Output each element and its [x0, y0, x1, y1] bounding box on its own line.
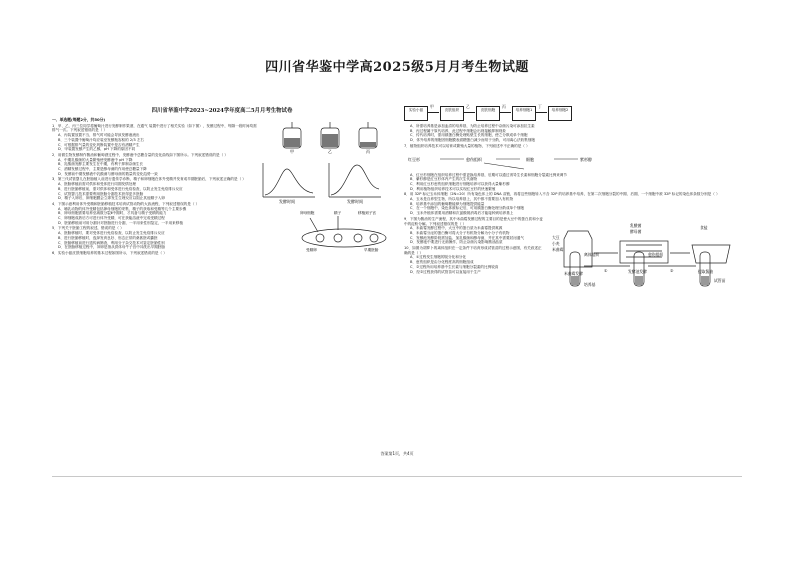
option: A．丙装置放置不当，排气时可能会导致发酵液流出	[58, 133, 140, 138]
option: D．发酵前中期发酵液中乳酸菌与酵母菌的数量的变化趋势一致	[58, 171, 158, 176]
fig2-axis-left: 发酵时间	[279, 198, 295, 204]
section-heading: 一、单选题(每题2分，共50分)	[52, 117, 106, 122]
question-stem: 6．实验小鼠皮肤细胞培养的基本过程如图所示，下列叙述错误的是（ ）	[52, 250, 167, 255]
flow-step-c: 丙	[502, 104, 506, 109]
question-stem: 8．用 32P 标记玉米体细胞（2N=20）所有染色体上的 DNA 双链，再将这些细胞转入不含 32P 的培养基中培养，在第二次细胞分裂的中期、后期，一个细胞中被 32P 标记的染色体条数分别是（ ）	[404, 192, 720, 197]
fig9-salt: 食盐	[700, 224, 708, 230]
fig9-extract: 提取酱油	[698, 268, 714, 274]
option: A．胚胎移植时，要对受体进行免疫检查，以防止发生免疫排斥反应	[58, 231, 165, 236]
option: D．胚胎移植前可用分割针对胚胎进行分割，一半用来性别鉴定，一半用来移植	[58, 220, 183, 225]
flow-box-mouse: 实验小鼠	[404, 106, 428, 121]
question-stem: 4．下图示意利用体外受精和胚胎移植技术培育试管动物的大致流程，下列叙述错误的是（ ）	[52, 201, 200, 206]
option: A．胚胎移植前需对供体和受体进行同期发情处理	[58, 182, 136, 187]
option: A．米曲霉发酵过程中，大豆中的蛋白质为米曲霉提供氮源	[410, 226, 503, 231]
fig9-wheat: 小麦	[552, 240, 560, 246]
option: D．发酵池中要进行无菌操作，防止杂菌污染影响酱油品质	[410, 240, 503, 245]
exam-subtitle: 四川省华鉴中学2023~2024学年度高二5月月考生物试卷	[151, 108, 293, 114]
option: D．在胚胎移植过程中，冲卵是指从供体母牛子宫中冲洗出早期胚胎	[58, 245, 165, 250]
question-10	[404, 246, 742, 288]
flow-box-skin: 皮肤组织	[440, 106, 464, 121]
option: D．玉米外植体需要用酒精和次氯酸钠消毒后才能接种到培养基上	[410, 211, 514, 216]
option: C．在一个细胞中，染色体被标记后，可用胰蛋白酶处理分散成单个细胞	[410, 206, 524, 211]
flow-box-culture1: 培养细胞1	[512, 106, 536, 121]
option: D．精子入卵后，卵细胞膜会立即发生生理反应以阻止其他精子入卵	[58, 196, 165, 201]
option: B．紫杉醇是红豆杉体内产生的次生代谢物	[410, 177, 478, 182]
question-stem: 5．下列关于胚胎工程的叙述，错误的是（ ）	[52, 226, 124, 231]
flow-arrow	[499, 112, 511, 113]
fig1-label-a: 甲	[290, 149, 294, 154]
option: B．进行胚胎移植前，需对供体和受体进行免疫检查，以防止发生免疫排斥反应	[58, 186, 183, 191]
question-stem: 2．用微生物发酵制作酱油和葡萄酒过程中，发酵液中总糖含量的变化曲线如下图所示。下列叙述错误的是（ ）	[52, 152, 228, 157]
option: B．乳酸菌发酵主要发生在中期，有利于抑制杂菌生长	[58, 162, 144, 167]
fig2-axis-right: 发酵时间	[347, 198, 363, 204]
question-stem: 7．植物组织培养技术可以培育或繁殖大量的植物，下列叙述中不正确的是（ ）	[404, 143, 530, 148]
option: D．体外培养的细胞因细胞膜表面糖蛋白减少而易于分散，可用离心法收集细胞	[410, 138, 535, 143]
fig7-cells: 细胞	[526, 156, 534, 162]
fig7-taxus: 红豆杉	[408, 156, 420, 162]
option: C．②过程所用培养基中生长素与细胞分裂素的比例较高	[410, 264, 499, 269]
fig4-sperm: 精子	[334, 210, 342, 215]
fig9-pool-step: 发酵池发酵	[628, 268, 647, 274]
option: C．胚胎移植前进行遗传病筛查，利用分子杂交技术可鉴定胚胎性别	[58, 240, 165, 245]
fig4-embryo: 早期胚胎	[364, 247, 379, 252]
question-1	[52, 124, 392, 152]
fig10-medium: 培养基	[584, 282, 596, 288]
option: D．经②过程获得的试管苗可以直接用于生产	[410, 269, 481, 274]
fig9-soybean: 大豆	[552, 234, 560, 240]
fig10-explant: 离体组织	[584, 252, 600, 258]
option: A．哺乳动物的体外受精包括卵母细胞的采集、精子的获取和受精等几个主要步骤	[58, 206, 187, 211]
fig1-label-c: 丙	[366, 149, 370, 154]
option: C．利用红豆杉愈伤组织细胞进行细胞培养可以获得大量紫杉醇	[410, 181, 510, 186]
flow-box-culture2: 培养细胞2	[548, 106, 572, 121]
option: A．玉米是自养型生物，所以培养基上，其中都不需要加入有机物	[410, 197, 514, 202]
option: B．卵母细胞需要培养至减数分裂Ⅱ中期时，才具备与精子受精的能力	[58, 211, 167, 216]
flow-arrow	[463, 112, 475, 113]
fig10-step2: ②	[670, 268, 674, 274]
flow-step-a: 甲	[430, 104, 434, 109]
flow-box-cells: 皮肤细胞	[476, 106, 500, 121]
fig4-oocyte: 卵母细胞	[300, 210, 315, 215]
cell-culture-flow	[404, 104, 742, 122]
page-title: 四川省华鉴中学高2025级5月月考生物试题	[265, 60, 529, 75]
option: A．红豆杉细胞在组织培养过程中需更换培养基，后期可以通过诱导生长素和细胞分裂素比例来调节	[410, 172, 567, 177]
question-6-options	[404, 124, 742, 143]
fig9-koji-step: 米曲霉发酵	[564, 270, 583, 276]
flow-arrow	[535, 112, 547, 113]
option: C．酒精发酵过程中，主要是酵母菌的作用使总糖量下降	[58, 167, 147, 172]
question-7	[404, 144, 742, 192]
fig10-callus: 愈伤组织	[648, 252, 664, 258]
fig10-step1: ①	[604, 268, 608, 274]
fig10-plantlet: 试管苗	[714, 278, 726, 284]
fig-fermentation-bottles	[277, 120, 387, 154]
flow-step-b: 乙	[466, 104, 470, 109]
option: C．可根据排气量的变化判断装置中是否有酒精产生	[58, 142, 140, 147]
option: A．①过程发生细胞的脱分化和分化	[410, 255, 466, 260]
option: C．传代培养时，需用胰蛋白酶处理贴壁生长的细胞，使之分散成单个细胞	[410, 133, 528, 138]
option: A．所需培养基是添加血清的培养基，为防止培养过程中杂菌污染可添加抗生素	[410, 124, 535, 128]
fig-carrot-tissue-culture	[550, 246, 740, 290]
left-column	[52, 104, 392, 454]
flow-arrow	[427, 112, 439, 113]
fig9-yeast: 酵母菌	[630, 228, 642, 234]
option: B．进行胚胎移植时，选择发育良好、形态正常的桑葚胚或囊胚	[58, 235, 158, 240]
option: B．愈伤组织是由分化程度高的细胞组成	[410, 260, 474, 265]
option: C．试管婴儿技术需要利用胚胎分割技术获得更多胚胎	[58, 191, 144, 196]
option: D．甲装置发酵产生的乙醇，pH 下降的原因不同	[58, 147, 136, 152]
fig-ivf-process	[298, 208, 390, 252]
fig-taxus-culture	[404, 149, 604, 173]
page-footer: 答案第1页，共4页	[380, 451, 414, 456]
question-8	[404, 192, 742, 216]
flow-step-d: 丁	[538, 104, 542, 109]
fig9-aspergillus: 米曲霉	[552, 246, 564, 252]
option: A．中期乳酸菌的大量繁殖使发酵液中 pH 下降	[58, 157, 133, 162]
fig9-lactic: 乳酸菌	[630, 222, 642, 228]
fig7-taxol: 紫杉醇	[580, 156, 592, 162]
fig1-label-b: 乙	[328, 149, 332, 154]
option: B．三个装置中葡萄汁均应装至发酵瓶容积的 2/3 左右	[58, 137, 145, 142]
question-stem: 3．第三代试管婴儿在胚胎植入前进行遗传学诊断，精子和卵细胞在体外受精并发育成早期胚胎后，下列叙述正确的是（ ）	[52, 177, 246, 182]
option: B．培养基中添加的葡萄糖能够为细胞提供能量	[410, 201, 485, 206]
option: B．米曲霉分泌的蛋白酶可将大分子有机物分解为小分子有机物	[410, 230, 510, 235]
option: C．发酵池发酵阶段需加盐、加乳酸菌和酵母菌，并在其中需要封闭通气	[410, 235, 524, 240]
option: C．卵细胞成熟后方可进行体外受精，可在获能溶液中完成受精过程	[58, 216, 165, 221]
page-divider	[52, 476, 742, 477]
exam-sheet	[52, 104, 742, 460]
fig4-transfer: 移植到子宫	[358, 210, 376, 215]
fig4-zygote: 受精卵	[306, 247, 317, 252]
option: B．丙过程属于原代培养，此过程中细胞会出现接触抑制现象	[410, 128, 506, 133]
fig-sugar-curves	[257, 159, 387, 205]
question-stem: 10．如图为胡萝卜的离体组织在一定条件下培育形成试管苗的过程示意图，有关叙述正确的是（ ）	[404, 246, 542, 255]
fig7-callus: 愈伤组织	[466, 156, 482, 162]
right-column	[404, 104, 742, 454]
question-stem: 1．甲、乙、丙三位同学将葡萄汁进行发酵制作果酒，在通气 装置中进行了相关实验（如下图），发酵过程中，每隔一段时间均需排气一次。下列叙述错误的是（ ）	[52, 123, 257, 133]
question-stem: 9．下图为酱油的生产流程，其中米曲霉发酵过程的主要目的是使大豆中的蛋白质和小麦中的淀粉分解。下列叙述错误的是（ ）	[404, 216, 543, 226]
option: D．利用植物组织培养技术可以实现红豆杉的快速繁殖	[410, 186, 496, 191]
